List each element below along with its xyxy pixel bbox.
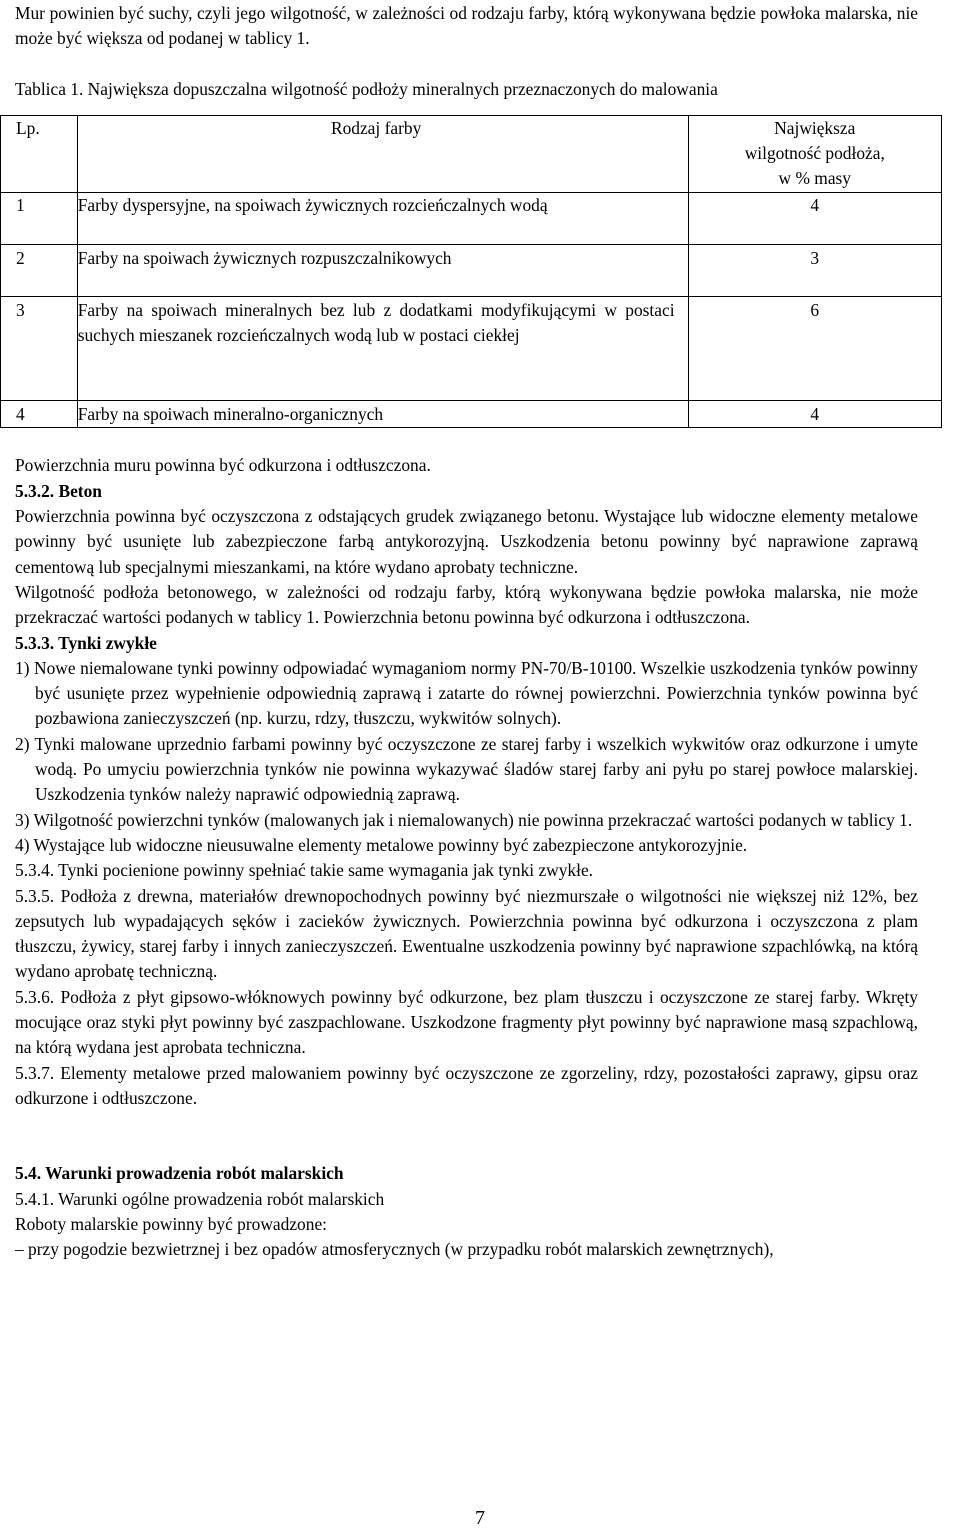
moisture-table bbox=[0, 115, 942, 429]
row-paint-type: Farby na spoiwach mineralno-organicznych bbox=[77, 401, 688, 428]
list-item: 1) Nowe niemalowane tynki powinny odpowiadać wymaganiom normy PN-70/B-10100. Wszelkie uszkodzenia tynków powinny być usunięte przez wypełnienie odpowiednią zaprawą i zatarte do równej powierzchni. Powierzchnia tynków powinna być pozbawiona zanieczyszczeń (np. kurzu, rdzy, tłuszczu, wykwitów solnych). bbox=[15, 657, 918, 729]
row-paint-type-text: Farby na spoiwach żywicznych rozpuszczalnikowych bbox=[77, 247, 452, 268]
row-lp: 2 bbox=[1, 244, 78, 296]
table-header-row bbox=[1, 115, 942, 192]
header-value-line1: Największa bbox=[774, 117, 856, 138]
section-heading-tynki: 5.3.3. Tynki zwykłe bbox=[15, 632, 157, 653]
header-value-line2: wilgotność podłoża, bbox=[744, 143, 885, 164]
section-54-lead: Roboty malarskie powinny być prowadzone: bbox=[15, 1213, 327, 1234]
table-row bbox=[1, 297, 942, 401]
paragraph-536: 5.3.6. Podłoża z płyt gipsowo-włóknowych powinny być odkurzone, bez plam tłuszczu i oczyszczone ze starej farby. Wkręty mocujące oraz styki płyt powinny być zaszpachlowane. Uszkodzone fragmenty płyt powinny być naprawione masą szpachlową, na którą wydana jest aprobata techniczna. bbox=[15, 986, 918, 1058]
section-heading-54: 5.4. Warunki prowadzenia robót malarskich bbox=[15, 1163, 344, 1184]
header-lp: Lp. bbox=[1, 115, 78, 192]
row-value: 3 bbox=[688, 244, 941, 296]
row-value: 6 bbox=[688, 297, 941, 401]
wall-surface-paragraph: Powierzchnia muru powinna być odkurzona i odtłuszczona. bbox=[15, 455, 431, 476]
row-paint-type: Farby dyspersyjne, na spoiwach żywicznych rozcieńczalnych wodą bbox=[77, 192, 688, 244]
intro-paragraph: Mur powinien być suchy, czyli jego wilgotność, w zależności od rodzaju farby, którą wykonywana będzie powłoka malarska, nie może być większa od podanej w tablicy 1. bbox=[15, 3, 918, 49]
list-item: – przy pogodzie bezwietrznej i bez opadów atmosferycznych (w przypadku robót malarskich zewnętrznych), bbox=[15, 1239, 774, 1260]
beton-paragraph-1: Powierzchnia powinna być oczyszczona z odstających grudek związanego betonu. Wystające lub widoczne elementy metalowe powinny być usunięte lub zabezpieczone farbą antykorozyjną. Uszkodzenia betonu powinny być naprawione zaprawą cementową lub specjalnymi mieszankami, na które wydano aprobaty techniczne. bbox=[15, 506, 918, 577]
tynki-list bbox=[15, 656, 918, 858]
header-value-line3: w % masy bbox=[778, 168, 851, 189]
row-value: 4 bbox=[688, 192, 941, 244]
table-caption: Tablica 1. Największa dopuszczalna wilgotność podłoży mineralnych przeznaczonych do malowania bbox=[15, 78, 718, 99]
row-lp: 4 bbox=[1, 401, 78, 428]
row-paint-type: Farby na spoiwach mineralnych bez lub z dodatkami modyfikującymi w postaci suchych mieszanek rozcieńczalnych wodą lub w postaci ciekłej bbox=[77, 297, 688, 401]
row-lp: 3 bbox=[1, 297, 78, 401]
table-row bbox=[1, 192, 942, 244]
table-row bbox=[1, 244, 942, 296]
row-lp: 1 bbox=[1, 192, 78, 244]
list-item: 4) Wystające lub widoczne nieusuwalne elementy metalowe powinny być zabezpieczone antykorozyjnie. bbox=[15, 834, 748, 855]
header-paint-type: Rodzaj farby bbox=[77, 115, 688, 192]
table-row bbox=[1, 401, 942, 428]
row-value: 4 bbox=[688, 401, 941, 428]
subsection-541: 5.4.1. Warunki ogólne prowadzenia robót malarskich bbox=[15, 1188, 385, 1209]
row-paint-type bbox=[77, 244, 688, 296]
document-page bbox=[15, 0, 918, 1262]
conditions-list bbox=[15, 1237, 918, 1262]
paragraph-535: 5.3.5. Podłoża z drewna, materiałów drewnopochodnych powinny być niezmurszałe o wilgotności nie większej niż 12%, bez zepsutych lub wypadających sęków i zacieków żywicznych. Powierzchnia powinna być odkurzona i oczyszczona z plam tłuszczu, żywicy, starej farby i innych zanieczyszczeń. Ewentualne uszkodzenia powinny być naprawione szpachlówką, na którą wydano aprobatę techniczną. bbox=[15, 885, 918, 982]
list-item: 2) Tynki malowane uprzednio farbami powinny być oczyszczone ze starej farby i wszelkich wykwitów oraz odkurzone i umyte wodą. Po umyciu powierzchnia tynków nie powinna wykazywać śladów starej farby ani pyłu po starej powłoce malarskiej. Uszkodzenia tynków należy naprawić odpowiednią zaprawą. bbox=[15, 733, 918, 805]
paragraph-537: 5.3.7. Elementy metalowe przed malowaniem powinny być oczyszczone ze zgorzeliny, rdzy, pozostałości zaprawy, gipsu oraz odkurzone i odtłuszczone. bbox=[15, 1062, 918, 1108]
paragraph-534: 5.3.4. Tynki pocienione powinny spełniać takie same wymagania jak tynki zwykłe. bbox=[15, 860, 594, 881]
list-item: 3) Wilgotność powierzchni tynków (malowanych jak i niemalowanych) nie powinna przekraczać wartości podanych w tablicy 1. bbox=[15, 809, 913, 830]
header-max-moisture bbox=[688, 115, 941, 192]
section-heading-beton: 5.3.2. Beton bbox=[15, 480, 102, 501]
page-number: 7 bbox=[475, 1507, 485, 1529]
beton-paragraph-2: Wilgotność podłoża betonowego, w zależności od rodzaju farby, którą wykonywana będzie powłoka malarska, nie może przekraczać wartości podanych w tablicy 1. Powierzchnia betonu powinna być odkurzona i odtłuszczona. bbox=[15, 581, 918, 628]
